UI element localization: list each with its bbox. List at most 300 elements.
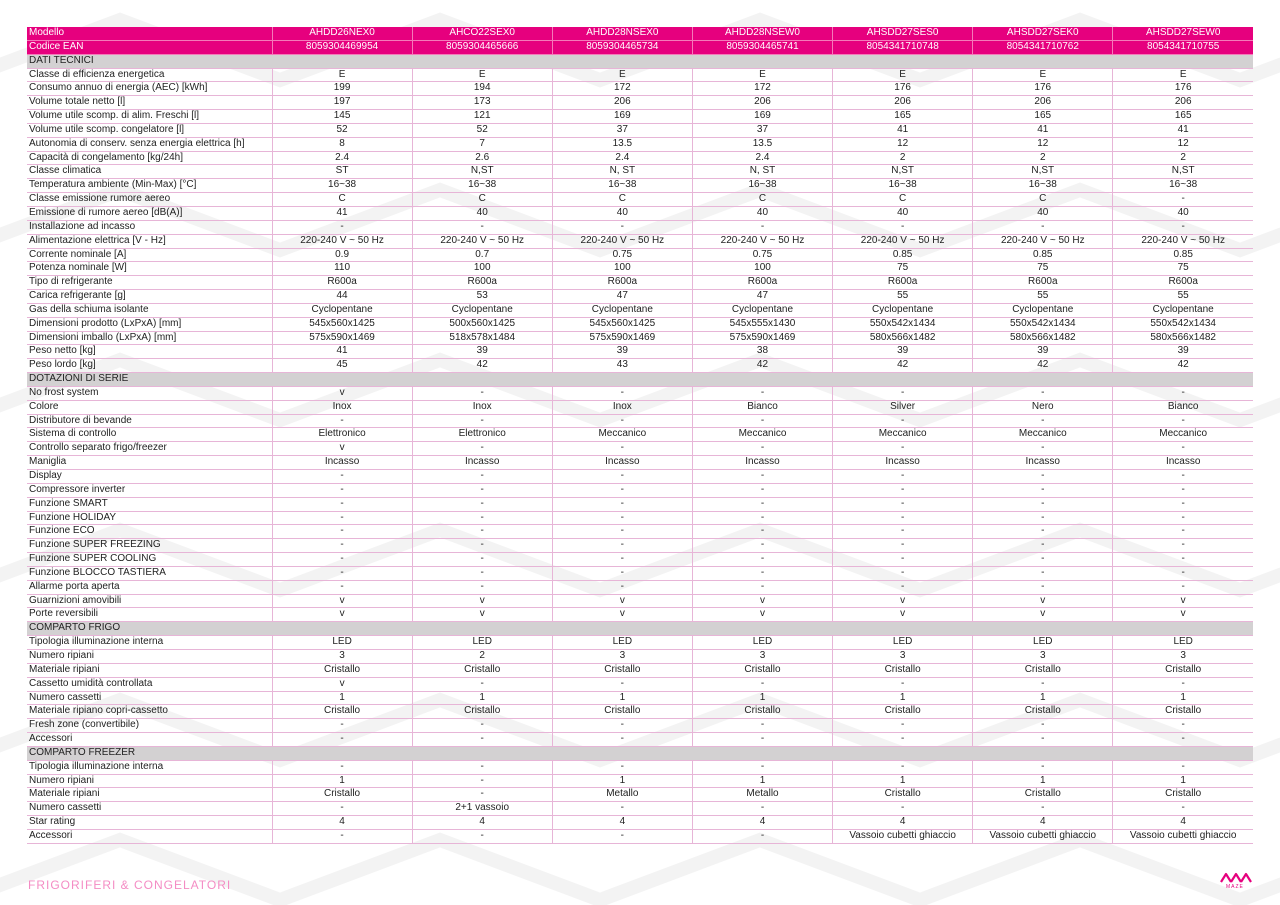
value-cell: 0.85 (973, 248, 1113, 262)
row-label: Star rating (27, 816, 272, 830)
table-row (27, 608, 1253, 622)
value-cell: Bianco (1113, 400, 1253, 414)
value-cell: Meccanico (692, 428, 832, 442)
value-cell: - (833, 442, 973, 456)
row-label: Dimensioni imballo (LxPxA) [mm] (27, 331, 272, 345)
row-label: Compressore inverter (27, 483, 272, 497)
value-cell: 42 (833, 359, 973, 373)
value-cell: - (692, 511, 832, 525)
table-row (27, 248, 1253, 262)
spec-table-body (27, 54, 1253, 843)
value-cell: - (412, 483, 552, 497)
value-cell: - (973, 802, 1113, 816)
header-model-row (27, 27, 1253, 40)
value-cell: - (272, 483, 412, 497)
value-cell: 2.4 (272, 151, 412, 165)
section-header-cell (412, 54, 552, 68)
value-cell: 206 (552, 96, 692, 110)
value-cell: - (833, 802, 973, 816)
value-cell: - (692, 220, 832, 234)
row-label: Volume totale netto [l] (27, 96, 272, 110)
value-cell: 220-240 V ~ 50 Hz (412, 234, 552, 248)
value-cell: Cristallo (833, 788, 973, 802)
value-cell: 2.4 (692, 151, 832, 165)
value-cell: Bianco (692, 400, 832, 414)
value-cell: - (973, 677, 1113, 691)
value-cell: 176 (1113, 82, 1253, 96)
value-cell: 37 (692, 123, 832, 137)
value-cell: Cristallo (552, 663, 692, 677)
table-row (27, 497, 1253, 511)
value-cell: - (412, 539, 552, 553)
value-cell: - (692, 483, 832, 497)
value-cell: 2 (412, 649, 552, 663)
value-cell: - (1113, 566, 1253, 580)
section-header-cell (692, 622, 832, 636)
section-header-cell (1113, 746, 1253, 760)
value-cell: 575x590x1469 (692, 331, 832, 345)
row-label: Numero cassetti (27, 802, 272, 816)
row-label: Installazione ad incasso (27, 220, 272, 234)
value-cell: 121 (412, 110, 552, 124)
value-cell: 44 (272, 290, 412, 304)
value-cell: 545x560x1425 (552, 317, 692, 331)
value-cell: - (272, 829, 412, 843)
value-cell: - (272, 580, 412, 594)
row-label: Accessori (27, 829, 272, 843)
value-cell: 41 (1113, 123, 1253, 137)
value-cell: 0.9 (272, 248, 412, 262)
value-cell: E (1113, 68, 1253, 82)
section-title: DATI TECNICI (27, 54, 272, 68)
brand-name: MAZE (1226, 884, 1244, 890)
table-row (27, 331, 1253, 345)
model-label: Modello (27, 27, 272, 40)
section-header-cell (412, 622, 552, 636)
section-header-row (27, 373, 1253, 387)
model-name: AHCO22SEX0 (412, 27, 552, 40)
value-cell: - (833, 539, 973, 553)
value-cell: 0.85 (1113, 248, 1253, 262)
value-cell: - (692, 580, 832, 594)
value-cell: 550x542x1434 (833, 317, 973, 331)
value-cell: 42 (412, 359, 552, 373)
row-label: Autonomia di conserv. senza energia elettrica [h] (27, 137, 272, 151)
value-cell: - (552, 497, 692, 511)
value-cell: ST (272, 165, 412, 179)
table-row (27, 774, 1253, 788)
value-cell: 13.5 (552, 137, 692, 151)
value-cell: LED (1113, 636, 1253, 650)
value-cell: 40 (552, 206, 692, 220)
table-row (27, 359, 1253, 373)
table-row (27, 345, 1253, 359)
value-cell: 0.7 (412, 248, 552, 262)
table-row (27, 649, 1253, 663)
value-cell: 0.75 (552, 248, 692, 262)
value-cell: 1 (552, 774, 692, 788)
value-cell: LED (692, 636, 832, 650)
value-cell: - (692, 442, 832, 456)
value-cell: - (1113, 483, 1253, 497)
table-row (27, 788, 1253, 802)
value-cell: - (272, 760, 412, 774)
table-row (27, 525, 1253, 539)
value-cell: 42 (692, 359, 832, 373)
value-cell: - (692, 733, 832, 747)
value-cell: - (692, 414, 832, 428)
table-row (27, 290, 1253, 304)
value-cell: - (973, 580, 1113, 594)
row-label: Capacità di congelamento [kg/24h] (27, 151, 272, 165)
row-label: Volume utile scomp. congelatore [l] (27, 123, 272, 137)
value-cell: 55 (1113, 290, 1253, 304)
value-cell: E (412, 68, 552, 82)
value-cell: - (412, 719, 552, 733)
value-cell: 52 (412, 123, 552, 137)
value-cell: 550x542x1434 (973, 317, 1113, 331)
value-cell: Meccanico (1113, 428, 1253, 442)
value-cell: Vassoio cubetti ghiaccio (833, 829, 973, 843)
value-cell: - (833, 580, 973, 594)
value-cell: - (552, 220, 692, 234)
value-cell: 220-240 V ~ 50 Hz (272, 234, 412, 248)
value-cell: Vassoio cubetti ghiaccio (973, 829, 1113, 843)
value-cell: 1 (412, 691, 552, 705)
table-row (27, 802, 1253, 816)
row-label: Numero cassetti (27, 691, 272, 705)
value-cell: - (973, 386, 1113, 400)
value-cell: 575x590x1469 (272, 331, 412, 345)
value-cell: LED (272, 636, 412, 650)
value-cell: v (272, 442, 412, 456)
value-cell: N,ST (833, 165, 973, 179)
row-label: Funzione SUPER COOLING (27, 553, 272, 567)
table-row (27, 733, 1253, 747)
value-cell: 220-240 V ~ 50 Hz (973, 234, 1113, 248)
value-cell: 165 (973, 110, 1113, 124)
table-row (27, 705, 1253, 719)
row-label: Funzione SUPER FREEZING (27, 539, 272, 553)
value-cell: 500x560x1425 (412, 317, 552, 331)
table-row (27, 414, 1253, 428)
table-row (27, 151, 1253, 165)
row-label: Distributore di bevande (27, 414, 272, 428)
section-header-cell (552, 54, 692, 68)
value-cell: - (833, 220, 973, 234)
value-cell: 176 (833, 82, 973, 96)
value-cell: 0.75 (692, 248, 832, 262)
value-cell: - (973, 760, 1113, 774)
row-label: Materiale ripiano copri-cassetto (27, 705, 272, 719)
value-cell: 40 (1113, 206, 1253, 220)
value-cell: 1 (272, 691, 412, 705)
section-header-cell (272, 54, 412, 68)
table-row (27, 68, 1253, 82)
value-cell: 43 (552, 359, 692, 373)
value-cell: v (552, 608, 692, 622)
value-cell: 2.6 (412, 151, 552, 165)
value-cell: 41 (833, 123, 973, 137)
value-cell: 1 (833, 691, 973, 705)
value-cell: LED (973, 636, 1113, 650)
table-row (27, 220, 1253, 234)
value-cell: - (272, 497, 412, 511)
value-cell: v (272, 594, 412, 608)
value-cell: 16~38 (552, 179, 692, 193)
value-cell: Inox (272, 400, 412, 414)
value-cell: Metallo (692, 788, 832, 802)
value-cell: 39 (973, 345, 1113, 359)
value-cell: Nero (973, 400, 1113, 414)
value-cell: Vassoio cubetti ghiaccio (1113, 829, 1253, 843)
model-name: AHDD28NSEX0 (552, 27, 692, 40)
section-header-cell (692, 746, 832, 760)
row-label: Guarnizioni amovibili (27, 594, 272, 608)
value-cell: - (833, 511, 973, 525)
value-cell: - (1113, 580, 1253, 594)
value-cell: - (272, 525, 412, 539)
value-cell: - (272, 539, 412, 553)
value-cell: 3 (973, 649, 1113, 663)
value-cell: Cyclopentane (692, 303, 832, 317)
value-cell: 3 (272, 649, 412, 663)
value-cell: - (1113, 553, 1253, 567)
value-cell: - (692, 719, 832, 733)
value-cell: 42 (973, 359, 1113, 373)
row-label: Classe emissione rumore aereo (27, 193, 272, 207)
value-cell: - (973, 733, 1113, 747)
value-cell: v (692, 608, 832, 622)
value-cell: - (412, 566, 552, 580)
value-cell: - (973, 525, 1113, 539)
row-label: Tipo di refrigerante (27, 276, 272, 290)
value-cell: 194 (412, 82, 552, 96)
value-cell: - (1113, 719, 1253, 733)
section-header-cell (973, 54, 1113, 68)
value-cell: Cristallo (833, 663, 973, 677)
row-label: Funzione HOLIDAY (27, 511, 272, 525)
value-cell: E (833, 68, 973, 82)
value-cell: 41 (272, 345, 412, 359)
value-cell: - (552, 414, 692, 428)
value-cell: 4 (552, 816, 692, 830)
value-cell: - (412, 511, 552, 525)
value-cell: 169 (552, 110, 692, 124)
table-row (27, 234, 1253, 248)
value-cell: Inox (552, 400, 692, 414)
value-cell: - (692, 553, 832, 567)
value-cell: 1 (973, 691, 1113, 705)
value-cell: 518x578x1484 (412, 331, 552, 345)
row-label: No frost system (27, 386, 272, 400)
value-cell: - (412, 553, 552, 567)
value-cell: - (1113, 470, 1253, 484)
value-cell: 8 (272, 137, 412, 151)
value-cell: 545x555x1430 (692, 317, 832, 331)
section-title: COMPARTO FRIGO (27, 622, 272, 636)
value-cell: 206 (973, 96, 1113, 110)
value-cell: - (833, 566, 973, 580)
value-cell: 2+1 vassoio (412, 802, 552, 816)
value-cell: Elettronico (412, 428, 552, 442)
value-cell: 197 (272, 96, 412, 110)
value-cell: - (692, 760, 832, 774)
value-cell: - (692, 525, 832, 539)
table-row (27, 456, 1253, 470)
value-cell: - (412, 677, 552, 691)
value-cell: C (272, 193, 412, 207)
value-cell: 1 (973, 774, 1113, 788)
value-cell: 4 (973, 816, 1113, 830)
value-cell: Cristallo (973, 788, 1113, 802)
row-label: Funzione BLOCCO TASTIERA (27, 566, 272, 580)
value-cell: - (1113, 193, 1253, 207)
spec-table (27, 27, 1253, 844)
section-header-cell (272, 622, 412, 636)
value-cell: - (692, 386, 832, 400)
value-cell: N,ST (1113, 165, 1253, 179)
value-cell: - (552, 719, 692, 733)
table-row (27, 553, 1253, 567)
value-cell: C (833, 193, 973, 207)
value-cell: - (552, 511, 692, 525)
value-cell: 47 (692, 290, 832, 304)
value-cell: Incasso (272, 456, 412, 470)
value-cell: Cristallo (833, 705, 973, 719)
value-cell: - (1113, 802, 1253, 816)
value-cell: 1 (692, 691, 832, 705)
ean-code: 8054341710762 (973, 40, 1113, 54)
value-cell: 75 (973, 262, 1113, 276)
table-row (27, 110, 1253, 124)
value-cell: 12 (1113, 137, 1253, 151)
value-cell: 16~38 (833, 179, 973, 193)
value-cell: Silver (833, 400, 973, 414)
value-cell: 16~38 (692, 179, 832, 193)
value-cell: - (412, 580, 552, 594)
value-cell: 45 (272, 359, 412, 373)
table-row (27, 719, 1253, 733)
section-header-cell (973, 373, 1113, 387)
section-header-cell (272, 373, 412, 387)
row-label: Display (27, 470, 272, 484)
value-cell: 1 (272, 774, 412, 788)
value-cell: - (833, 525, 973, 539)
value-cell: Cristallo (412, 705, 552, 719)
section-header-cell (552, 746, 692, 760)
table-row (27, 663, 1253, 677)
value-cell: - (552, 525, 692, 539)
table-row (27, 829, 1253, 843)
value-cell: - (412, 386, 552, 400)
value-cell: 41 (973, 123, 1113, 137)
row-label: Funzione SMART (27, 497, 272, 511)
row-label: Colore (27, 400, 272, 414)
table-row (27, 580, 1253, 594)
section-header-cell (552, 373, 692, 387)
value-cell: Cristallo (272, 663, 412, 677)
value-cell: 220-240 V ~ 50 Hz (552, 234, 692, 248)
value-cell: - (552, 829, 692, 843)
row-label: Controllo separato frigo/freezer (27, 442, 272, 456)
row-label: Classe climatica (27, 165, 272, 179)
value-cell: - (552, 760, 692, 774)
value-cell: - (552, 580, 692, 594)
row-label: Materiale ripiani (27, 788, 272, 802)
value-cell: - (973, 497, 1113, 511)
value-cell: - (412, 760, 552, 774)
value-cell: - (692, 829, 832, 843)
value-cell: 0.85 (833, 248, 973, 262)
value-cell: Cristallo (1113, 663, 1253, 677)
section-header-cell (692, 373, 832, 387)
value-cell: 176 (973, 82, 1113, 96)
row-label: Numero ripiani (27, 774, 272, 788)
value-cell: 39 (833, 345, 973, 359)
value-cell: 4 (272, 816, 412, 830)
value-cell: 220-240 V ~ 50 Hz (1113, 234, 1253, 248)
value-cell: 39 (552, 345, 692, 359)
table-row (27, 483, 1253, 497)
value-cell: Incasso (412, 456, 552, 470)
value-cell: 2.4 (552, 151, 692, 165)
value-cell: - (272, 802, 412, 816)
value-cell: 172 (692, 82, 832, 96)
value-cell: 42 (1113, 359, 1253, 373)
value-cell: - (833, 483, 973, 497)
value-cell: - (833, 760, 973, 774)
value-cell: - (973, 511, 1113, 525)
value-cell: 100 (412, 262, 552, 276)
value-cell: - (272, 719, 412, 733)
section-header-cell (833, 54, 973, 68)
value-cell: - (833, 719, 973, 733)
value-cell: - (552, 802, 692, 816)
value-cell: v (552, 594, 692, 608)
value-cell: 172 (552, 82, 692, 96)
table-row (27, 137, 1253, 151)
value-cell: - (272, 553, 412, 567)
row-label: Cassetto umidità controllata (27, 677, 272, 691)
value-cell: C (552, 193, 692, 207)
value-cell: v (412, 594, 552, 608)
value-cell: - (692, 497, 832, 511)
value-cell: 165 (833, 110, 973, 124)
ean-code: 8054341710748 (833, 40, 973, 54)
table-row (27, 276, 1253, 290)
table-row (27, 317, 1253, 331)
value-cell: Incasso (833, 456, 973, 470)
value-cell: Incasso (973, 456, 1113, 470)
value-cell: - (692, 566, 832, 580)
value-cell: - (272, 470, 412, 484)
value-cell: - (973, 220, 1113, 234)
value-cell: 37 (552, 123, 692, 137)
value-cell: v (272, 386, 412, 400)
table-row (27, 677, 1253, 691)
value-cell: R600a (1113, 276, 1253, 290)
value-cell: Cristallo (412, 663, 552, 677)
value-cell: 100 (692, 262, 832, 276)
row-label: Allarme porta aperta (27, 580, 272, 594)
value-cell: v (833, 608, 973, 622)
value-cell: - (692, 802, 832, 816)
value-cell: - (552, 566, 692, 580)
value-cell: 12 (833, 137, 973, 151)
value-cell: - (412, 774, 552, 788)
value-cell: - (1113, 677, 1253, 691)
